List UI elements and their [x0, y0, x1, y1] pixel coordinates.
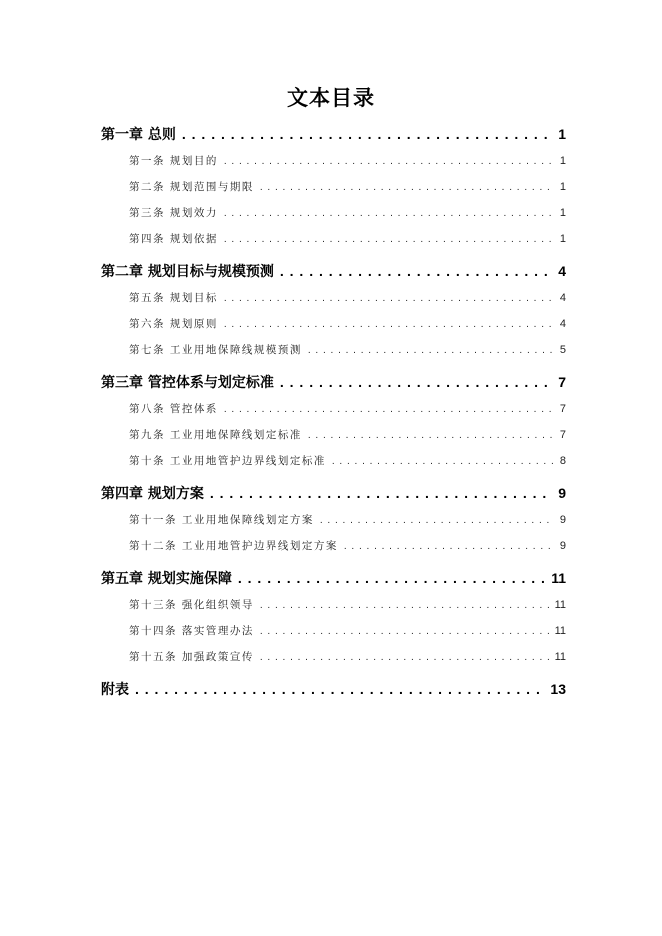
toc-article-entry[interactable] — [129, 426, 566, 444]
toc-article-entry-label: 第四条 规划依据 — [129, 233, 218, 245]
dot-leader — [332, 453, 554, 470]
toc-chapter-entry[interactable] — [101, 679, 566, 699]
toc-article-entry-label: 第六条 规划原则 — [129, 318, 218, 330]
toc-article-entry-label: 第三条 规划效力 — [129, 207, 218, 219]
toc-article-entry-label: 第七条 工业用地保障线规模预测 — [129, 344, 302, 356]
toc-article-entry-label: 第十条 工业用地管护边界线划定标准 — [129, 455, 326, 467]
toc-article-entry-page-number: 1 — [559, 155, 566, 167]
toc-article-entry[interactable] — [129, 596, 566, 614]
toc-article-entry-label: 第五条 规划目标 — [129, 292, 218, 304]
toc-article-entry[interactable] — [129, 341, 566, 359]
document-title: 文本目录 — [287, 85, 375, 110]
dot-leader — [135, 679, 544, 699]
dot-leader — [224, 401, 554, 418]
toc-chapter-entry-page-number: 7 — [558, 374, 566, 390]
toc-article-entry[interactable] — [129, 315, 566, 333]
toc-chapter-entry-label: 第一章 总则 — [101, 127, 176, 143]
toc-chapter-entry-label: 第五章 规划实施保障 — [101, 571, 232, 587]
toc-article-entry-page-number: 4 — [559, 292, 566, 304]
dot-leader — [308, 427, 554, 444]
table-of-contents — [101, 124, 566, 699]
toc-article-entry-page-number: 1 — [559, 181, 566, 193]
toc-article-entry-page-number: 4 — [559, 318, 566, 330]
toc-article-entry-label: 第二条 规划范围与期限 — [129, 181, 254, 193]
toc-article-entry-page-number: 11 — [554, 625, 566, 637]
toc-chapter-entry[interactable] — [101, 483, 566, 503]
toc-article-entry-label: 第十一条 工业用地保障线划定方案 — [129, 514, 314, 526]
dot-leader — [280, 261, 552, 281]
dot-leader — [260, 179, 554, 196]
toc-article-entry-page-number: 9 — [559, 514, 566, 526]
toc-article-entry-label: 第八条 管控体系 — [129, 403, 218, 415]
dot-leader — [308, 342, 554, 359]
toc-article-entry-label: 第十四条 落实管理办法 — [129, 625, 254, 637]
toc-article-entry-page-number: 11 — [554, 599, 566, 611]
dot-leader — [344, 538, 554, 555]
dot-leader — [280, 372, 552, 392]
toc-article-entry-page-number: 1 — [559, 207, 566, 219]
toc-article-entry-page-number: 7 — [559, 429, 566, 441]
toc-chapter-entry-page-number: 1 — [558, 126, 566, 142]
toc-chapter-entry[interactable] — [101, 568, 566, 588]
dot-leader — [320, 512, 554, 529]
toc-article-entry-page-number: 11 — [554, 651, 566, 663]
toc-article-entry[interactable] — [129, 400, 566, 418]
dot-leader — [224, 231, 554, 248]
toc-article-entry-label: 第十五条 加强政策宣传 — [129, 651, 254, 663]
toc-article-entry[interactable] — [129, 511, 566, 529]
dot-leader — [260, 623, 549, 640]
toc-chapter-entry-label: 第三章 管控体系与划定标准 — [101, 375, 274, 391]
dot-leader — [224, 153, 554, 170]
toc-article-entry[interactable] — [129, 452, 566, 470]
toc-chapter-entry-page-number: 11 — [551, 570, 566, 586]
toc-article-entry-label: 第十三条 强化组织领导 — [129, 599, 254, 611]
toc-chapter-entry-page-number: 4 — [558, 263, 566, 279]
toc-article-entry[interactable] — [129, 648, 566, 666]
toc-article-entry-page-number: 5 — [559, 344, 566, 356]
toc-article-entry[interactable] — [129, 204, 566, 222]
toc-article-entry[interactable] — [129, 537, 566, 555]
toc-chapter-entry-page-number: 13 — [550, 681, 566, 697]
toc-article-entry[interactable] — [129, 289, 566, 307]
dot-leader — [260, 597, 549, 614]
toc-article-entry-label: 第十二条 工业用地管护边界线划定方案 — [129, 540, 338, 552]
toc-article-entry[interactable] — [129, 230, 566, 248]
toc-chapter-entry-label: 第四章 规划方案 — [101, 486, 204, 502]
dot-leader — [182, 124, 552, 144]
toc-article-entry[interactable] — [129, 622, 566, 640]
dot-leader — [224, 290, 554, 307]
toc-article-entry-page-number: 8 — [559, 455, 566, 467]
toc-chapter-entry-label: 附表 — [101, 682, 129, 698]
toc-article-entry-label: 第九条 工业用地保障线划定标准 — [129, 429, 302, 441]
toc-article-entry-page-number: 1 — [559, 233, 566, 245]
toc-chapter-entry[interactable] — [101, 372, 566, 392]
toc-chapter-entry[interactable] — [101, 261, 566, 281]
dot-leader — [238, 568, 545, 588]
dot-leader — [224, 316, 554, 333]
toc-chapter-entry[interactable] — [101, 124, 566, 144]
toc-chapter-entry-label: 第二章 规划目标与规模预测 — [101, 264, 274, 280]
toc-chapter-entry-page-number: 9 — [558, 485, 566, 501]
dot-leader — [260, 649, 549, 666]
toc-article-entry[interactable] — [129, 152, 566, 170]
toc-article-entry-page-number: 9 — [559, 540, 566, 552]
toc-article-entry-page-number: 7 — [559, 403, 566, 415]
toc-article-entry-label: 第一条 规划目的 — [129, 155, 218, 167]
toc-article-entry[interactable] — [129, 178, 566, 196]
dot-leader — [224, 205, 554, 222]
dot-leader — [210, 483, 552, 503]
